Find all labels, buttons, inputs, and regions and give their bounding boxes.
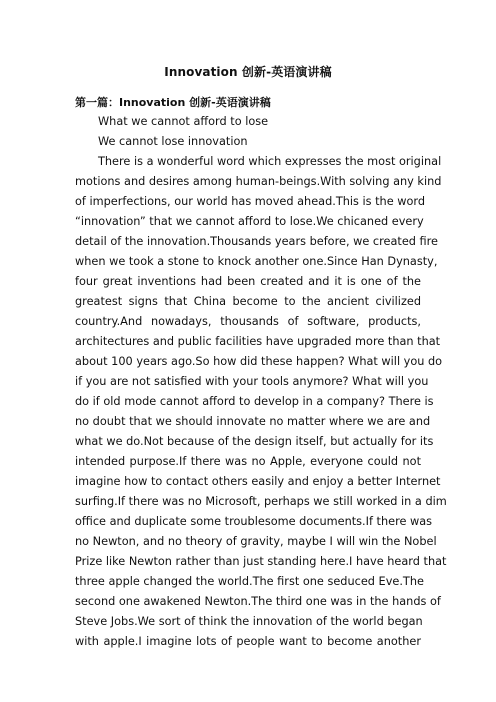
body-line: office and duplicate some troublesome documents.If there was bbox=[75, 515, 433, 528]
body-line: no doubt that we should innovate no matter where we are and bbox=[75, 415, 431, 428]
section-title: 第一篇：Innovation 创新-英语演讲稿 bbox=[75, 96, 271, 109]
body-line: country.And nowadays, thousands of software, products, bbox=[75, 315, 421, 328]
body-line: intended purpose.If there was no Apple, everyone could not bbox=[75, 455, 421, 468]
body-line: motions and desires among human-beings.With solving any kind bbox=[75, 175, 442, 188]
body-line: detail of the innovation.Thousands years before, we created fire bbox=[75, 235, 438, 248]
body-line: There is a wonderful word which expresses the most original bbox=[98, 155, 442, 168]
body-line: architectures and public facilities have upgraded more than that bbox=[75, 335, 441, 348]
body-line: We cannot lose innovation bbox=[98, 135, 248, 148]
body-line: what we do.Not because of the design itself, but actually for its bbox=[75, 435, 434, 448]
body-line: “innovation” that we cannot afford to lose.We chicaned every bbox=[75, 215, 424, 228]
body-line: about 100 years ago.So how did these happen? What will you do bbox=[75, 355, 443, 368]
body-line: no Newton, and no theory of gravity, maybe I will win the Nobel bbox=[75, 535, 437, 548]
body-line: four great inventions had been created and it is one of the bbox=[75, 275, 421, 288]
body-line: imagine how to contact others easily and enjoy a better Internet bbox=[75, 475, 441, 488]
body-line: greatest signs that China become to the ancient civilized bbox=[75, 295, 421, 308]
body-line: of imperfections, our world has moved ahead.This is the word bbox=[75, 195, 426, 208]
body-line: surfing.If there was no Microsoft, perhaps we still worked in a dim bbox=[75, 495, 447, 508]
body-line: three apple changed the world.The first one seduced Eve.The bbox=[75, 575, 424, 588]
body-line: What we cannot afford to lose bbox=[98, 115, 269, 128]
body-line: when we took a stone to knock another one.Since Han Dynasty, bbox=[75, 255, 438, 268]
body-line: Steve Jobs.We sort of think the innovation of the world began bbox=[75, 615, 423, 628]
body-line: Prize like Newton rather than just standing here.I have heard that bbox=[75, 555, 447, 568]
body-line: if you are not satisfied with your tools anymore? What will you bbox=[75, 375, 429, 388]
document-title: Innovation 创新-英语演讲稿 bbox=[164, 65, 332, 79]
body-line: do if old mode cannot afford to develop in a company? There is bbox=[75, 395, 434, 408]
body-line: with apple.I imagine lots of people want to become another bbox=[75, 635, 421, 648]
body-line: second one awakened Newton.The third one was in the hands of bbox=[75, 595, 441, 608]
